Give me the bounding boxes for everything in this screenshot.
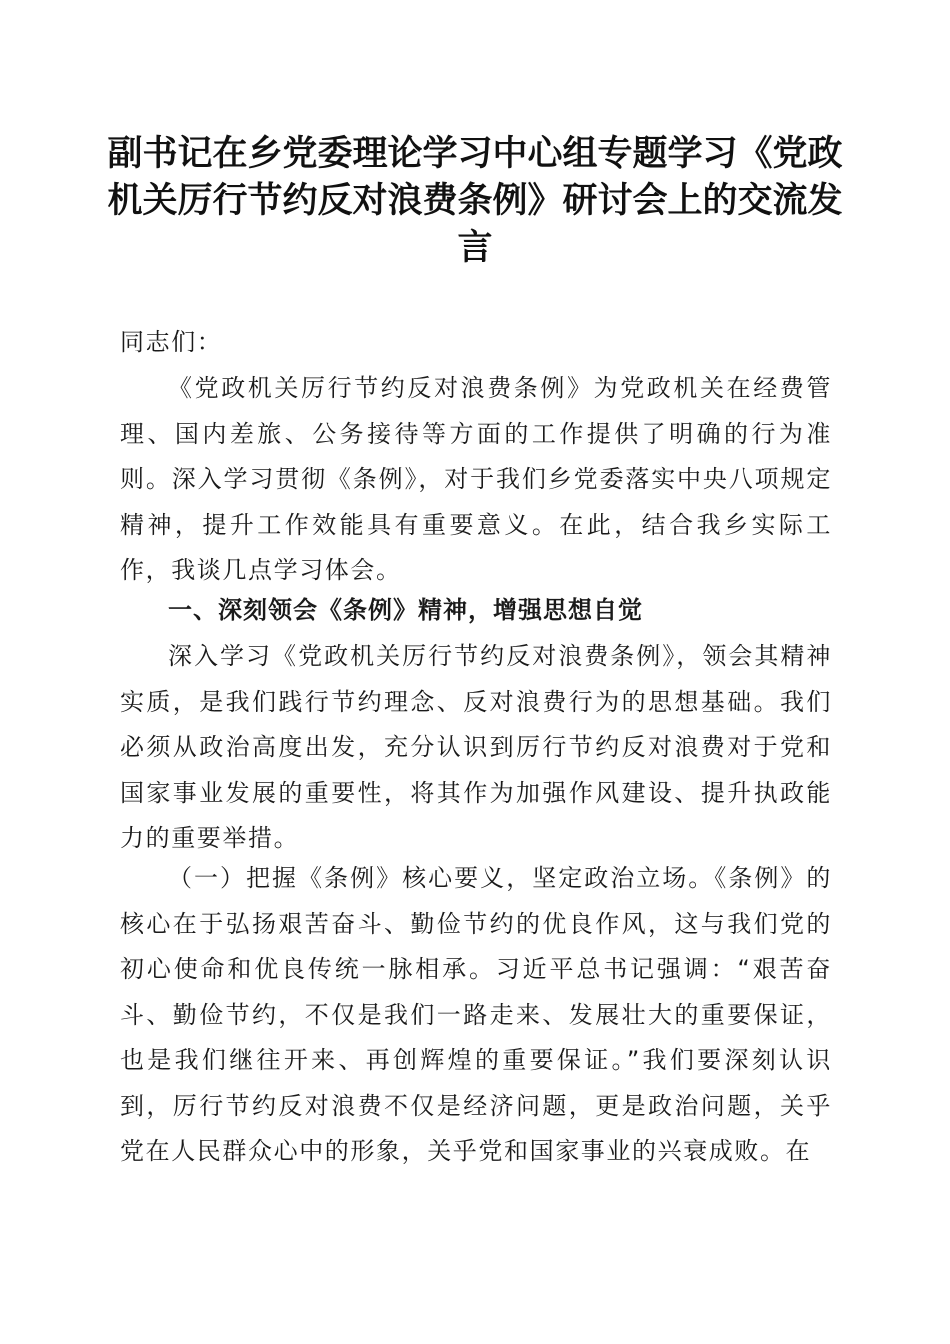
paragraph-subsection-one: （一）把握《条例》核心要义，坚定政治立场。《条例》的核心在于弘扬艰苦奋斗、勤俭节约的优良作风，这与我们党的初心使命和优良传统一脉相承。习近平总书记强调：“艰苦奋斗、勤俭节约，不仅是我们一路走来、发展壮大的重要保证，也是我们继往开来、再创辉煌的重要保证。”我们要深刻认识到，厉行节约反对浪费不仅是经济问题，更是政治问题，关乎党在人民群众心中的形象，关乎党和国家事业的兴衰成败。在 (120, 864, 832, 1165)
salutation: 同志们： (120, 328, 223, 356)
paragraph-section-one: 深入学习《党政机关厉行节约反对浪费条例》，领会其精神实质，是我们践行节约理念、反对浪费行为的思想基础。我们必须从政治高度出发，充分认识到厉行节约反对浪费对于党和国家事业发展的重要性，将其作为加强作风建设、提升执政能力的重要举措。 (120, 642, 832, 852)
document-title: 副书记在乡党委理论学习中心组专题学习《党政机关厉行节约反对浪费条例》研讨会上的交流发言 (107, 133, 843, 268)
section-heading: 一、深刻领会《条例》精神，增强思想自觉 (168, 596, 643, 624)
paragraph-intro: 《党政机关厉行节约反对浪费条例》为党政机关在经费管理、国内差旅、公务接待等方面的工作提供了明确的行为准则。深入学习贯彻《条例》，对于我们乡党委落实中央八项规定精神，提升工作效能具有重要意义。在此，结合我乡实际工作，我谈几点学习体会。 (120, 374, 832, 584)
